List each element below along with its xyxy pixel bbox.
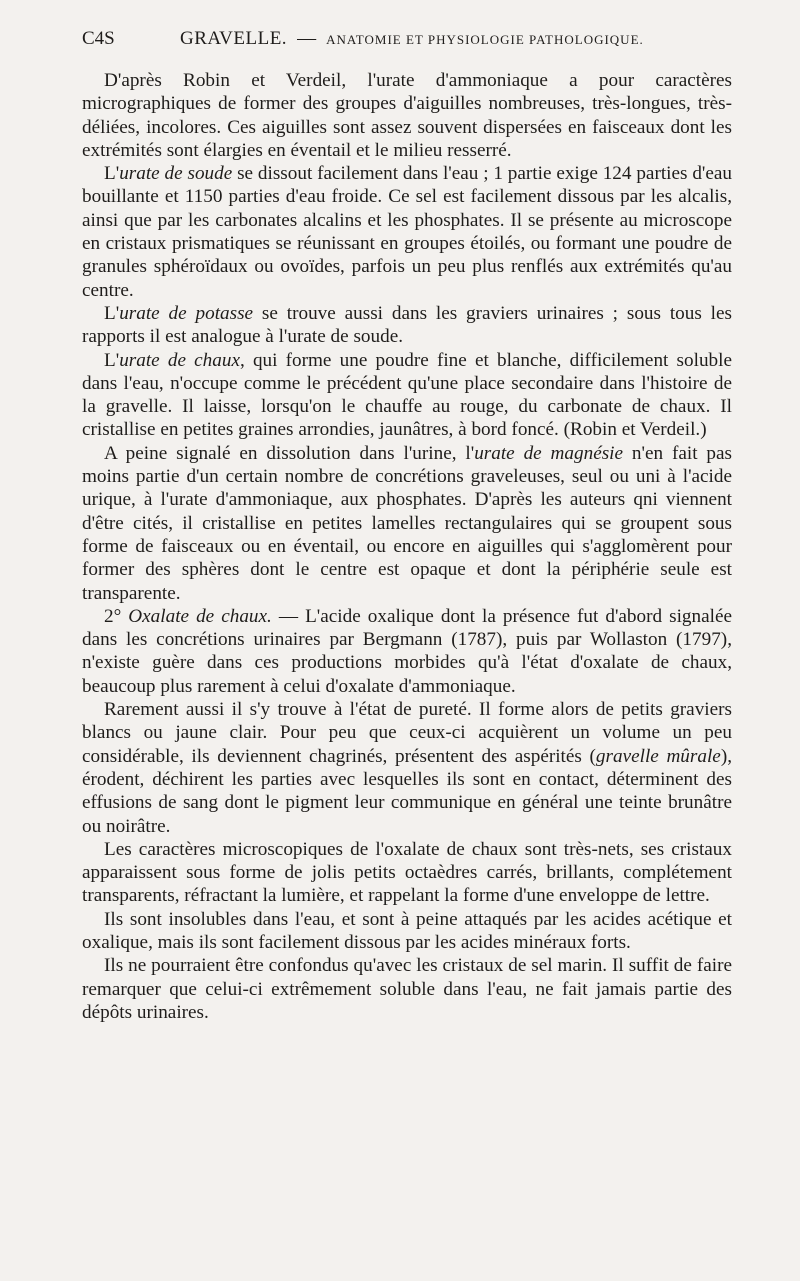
paragraph: 2° Oxalate de chaux. — L'acide oxalique dont la présence fut d'abord signalée dans les concrétions urinaires par Bergmann (1787), puis par Wollaston (1797), n'existe guère dans ces productions morbides qu'à l'état d'oxalate de chaux, beaucoup plus rarement à celui d'oxalate d'ammoniaque. (82, 605, 732, 697)
paragraph: Ils sont insolubles dans l'eau, et sont à peine attaqués par les acides acétique et oxalique, mais ils sont facilement dissous par les acides minéraux forts. (82, 908, 732, 953)
running-header (82, 28, 732, 64)
term-italic: gravelle mûrale (595, 745, 721, 767)
body-text (82, 69, 732, 1024)
term-italic: urate de magnésie (474, 442, 624, 464)
header-separator: — (297, 28, 317, 49)
term-italic: urate de chaux (119, 349, 240, 371)
paragraph: Rarement aussi il s'y trouve à l'état de pureté. Il forme alors de petits graviers blancs ou jaune clair. Pour peu que ceux-ci acquièrent un volume un peu considérable, ils deviennent chagrinés, présentent des aspérités (gravelle mûrale), érodent, déchirent les parties avec lesquelles ils sont en contact, déterminent des effusions de sang dont le pigment leur communique en général une teinte brunâtre ou noirâtre. (82, 699, 732, 837)
section-heading-italic: Oxalate de chaux. (128, 605, 272, 627)
paragraph: L'urate de chaux, qui forme une poudre fine et blanche, difficilement soluble dans l'eau, n'occupe comme le précédent qu'une place secondaire dans l'histoire de la gravelle. Il laisse, lorsqu'on le chauffe au rouge, du carbonate de chaux. Il cristallise en petites graines arrondies, jaunâtres, à bord foncé. (Robin et Verdeil.) (82, 349, 732, 441)
paragraph: D'après Robin et Verdeil, l'urate d'ammoniaque a pour caractères micrographiques de former des groupes d'aiguilles nombreuses, très-longues, très-déliées, incolores. Ces aiguilles sont assez souvent dispersées en faisceaux dont les extrémités sont élargies en éventail et le milieu resserré. (82, 70, 732, 161)
running-title: GRAVELLE. (180, 28, 288, 49)
paragraph: L'urate de soude se dissout facilement dans l'eau ; 1 partie exige 124 parties d'eau bouillante et 1150 parties d'eau froide. Ce sel est facilement dissous par les alcalis, ainsi que par les carbonates alcalins et les phosphates. Il se présente au microscope en cristaux prismatiques se réunissant en groupes étoilés, ou formant une poudre de granules sphéroïdaux ou ovoïdes, parfois un peu plus renflés aux extrémités qu'au centre. (82, 163, 732, 301)
paragraph: L'urate de potasse se trouve aussi dans les graviers urinaires ; sous tous les rapports il est analogue à l'urate de soude. (82, 302, 732, 348)
paragraph: A peine signalé en dissolution dans l'urine, l'urate de magnésie n'en fait pas moins partie d'un certain nombre de concrétions graveleuses, seul ou uni à l'acide urique, à l'urate d'ammoniaque, aux phosphates. D'après les auteurs qni viennent d'être cités, il cristallise en petites lamelles rectangulaires qui se groupent sous forme de faisceaux ou en éventail, ou encore en aiguilles qui s'agglomèrent pour former des sphères dont le centre est opaque et dont la périphérie seule est transparente. (82, 442, 732, 604)
running-subtitle: ANATOMIE ET PHYSIOLOGIE PATHOLOGIQUE. (326, 32, 644, 47)
term-italic: urate de soude (119, 163, 233, 185)
page (82, 28, 732, 1024)
paragraph: Les caractères microscopiques de l'oxalate de chaux sont très-nets, ses cristaux apparaissent sous forme de jolis petits octaèdres carrés, brillants, complétement transparents, réfractant la lumière, et rappelant la forme d'une enveloppe de lettre. (82, 838, 732, 907)
term-italic: urate de potasse (119, 302, 254, 324)
page-number: C4S (82, 28, 115, 49)
paragraph: Ils ne pourraient être confondus qu'avec les cristaux de sel marin. Il suffit de faire remarquer que celui-ci extrêmement soluble dans l'eau, ne fait jamais partie des dépôts urinaires. (82, 955, 732, 1023)
